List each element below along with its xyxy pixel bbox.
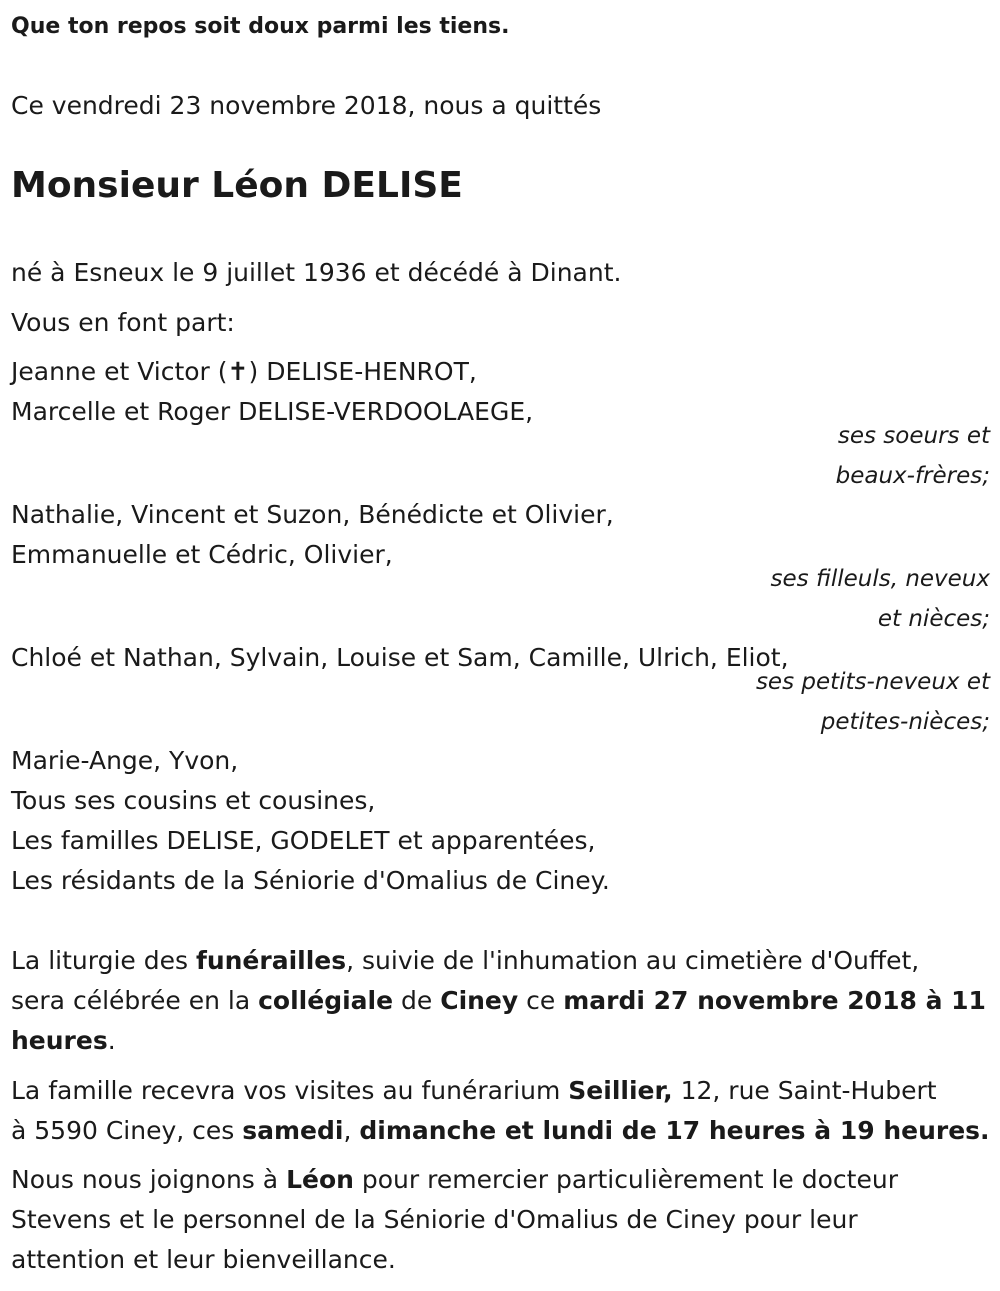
text: sera célébrée en la (11, 986, 259, 1015)
family-line: Les résidants de la Séniorie d'Omalius de Ciney. (11, 866, 610, 895)
text: 12, rue Saint-Hubert (672, 1076, 937, 1105)
funeral-line-3 (11, 1021, 986, 1061)
family-role: ses filleuls, neveux (770, 566, 990, 592)
family-role: petites-nièces; (820, 709, 990, 735)
epigraph: Que ton repos soit doux parmi les tiens. (11, 14, 510, 39)
intro-text: Ce vendredi 23 novembre 2018, nous a quittés (11, 91, 602, 120)
text-bold: mardi 27 novembre 2018 à 11 (563, 986, 986, 1015)
text-bold: heures (11, 1026, 108, 1055)
text-bold: Léon (286, 1165, 354, 1194)
text-bold: funérailles (195, 946, 347, 975)
text-bold: dimanche et lundi de 17 heures à 19 heures. (359, 1116, 990, 1145)
visits-line-2 (11, 1111, 990, 1151)
text: à 5590 Ciney, ces (11, 1116, 243, 1145)
family-line: Emmanuelle et Cédric, Olivier, (11, 540, 393, 569)
text: pour remercier particulièrement le docteur (353, 1165, 898, 1194)
text: , suivie de l'inhumation au cimetière d'Ouffet, (346, 946, 920, 975)
visits-line-1 (11, 1071, 986, 1111)
family-role: et nièces; (877, 606, 990, 632)
thanks-line-3: attention et leur bienveillance. (11, 1245, 396, 1274)
family-line: Marie-Ange, Yvon, (11, 746, 239, 775)
birth-death-text: né à Esneux le 9 juillet 1936 et décédé à Dinant. (11, 258, 622, 287)
text: de (393, 986, 441, 1015)
text-bold: Seillier, (568, 1076, 673, 1105)
announce-text: Vous en font part: (11, 308, 235, 337)
family-line: Chloé et Nathan, Sylvain, Louise et Sam, Camille, Ulrich, Eliot, (11, 643, 789, 672)
family-line: Les familles DELISE, GODELET et apparentées, (11, 826, 596, 855)
text: ce (518, 986, 564, 1015)
text-bold: samedi (242, 1116, 344, 1145)
thanks-line-1 (11, 1160, 986, 1200)
family-role: ses soeurs et (837, 423, 990, 449)
text: Nous nous joignons à (11, 1165, 287, 1194)
funeral-line-2 (11, 981, 986, 1021)
thanks-line-2: Stevens et le personnel de la Séniorie d'Omalius de Ciney pour leur (11, 1205, 858, 1234)
text: La liturgie des (11, 946, 196, 975)
deceased-name: Monsieur Léon DELISE (11, 165, 463, 206)
text: , (343, 1116, 360, 1145)
family-line: Tous ses cousins et cousines, (11, 786, 376, 815)
text: La famille recevra vos visites au funérarium (11, 1076, 569, 1105)
family-role: ses petits-neveux et (755, 669, 990, 695)
text: . (107, 1026, 116, 1055)
family-line: Nathalie, Vincent et Suzon, Bénédicte et Olivier, (11, 500, 614, 529)
visits-paragraph (11, 1071, 990, 1151)
text-bold: collégiale (258, 986, 394, 1015)
family-line: Marcelle et Roger DELISE-VERDOOLAEGE, (11, 397, 534, 426)
thanks-paragraph (11, 1160, 986, 1280)
family-role: beaux-frères; (835, 463, 990, 489)
funeral-paragraph (11, 941, 986, 1061)
family-line: Jeanne et Victor (✝) DELISE-HENROT, (11, 357, 477, 386)
text-bold: Ciney (440, 986, 519, 1015)
funeral-line-1 (11, 941, 986, 981)
